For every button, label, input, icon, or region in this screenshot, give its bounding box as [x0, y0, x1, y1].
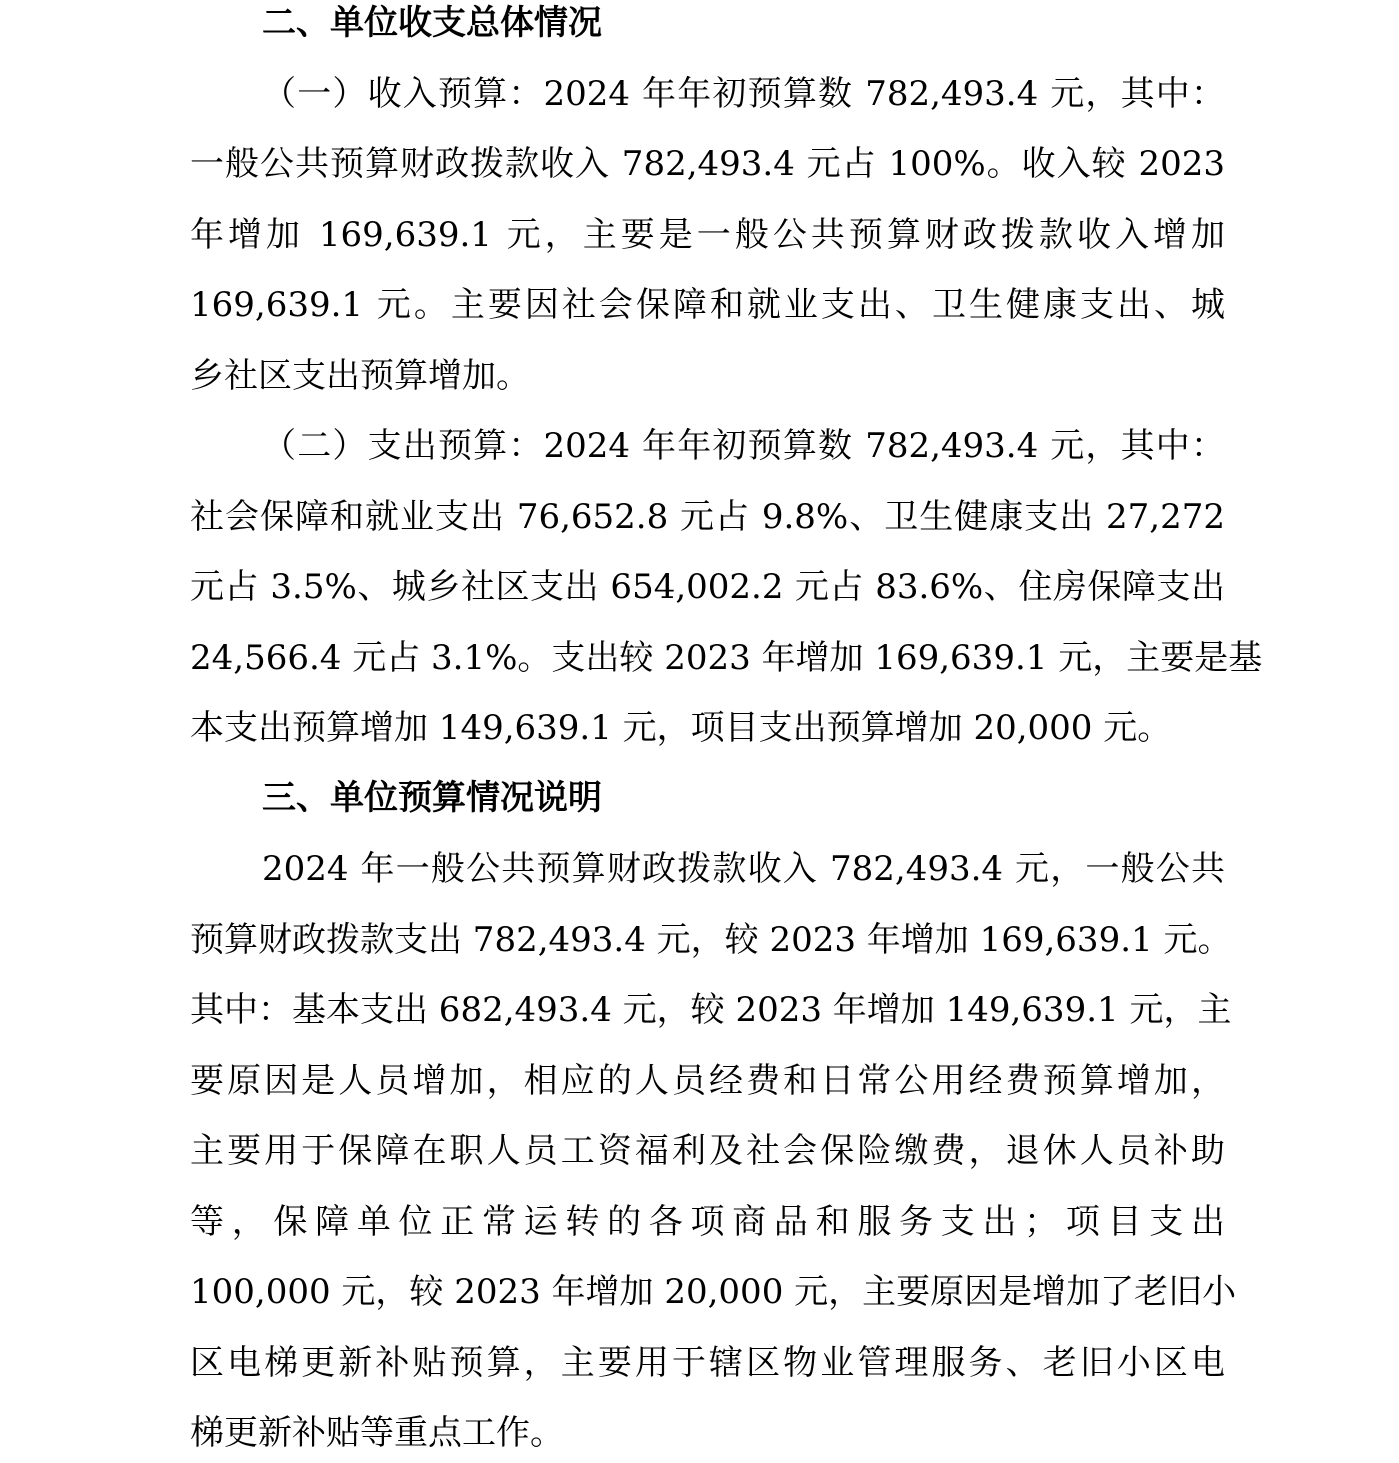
- section-heading-budget-description: 三、单位预算情况说明: [262, 778, 602, 818]
- budget-description-line-9: 梯更新补贴等重点工作。: [190, 1413, 564, 1453]
- income-budget-line-5: 乡社区支出预算增加。: [190, 356, 530, 396]
- section-heading-income-expense: 二、单位收支总体情况: [262, 3, 602, 43]
- income-budget-line-1: [262, 64, 1225, 124]
- budget-description-line-1: 2024 年一般公共预算财政拨款收入 782,493.4 元，一般公共: [262, 849, 1225, 889]
- income-budget-line-4: 169,639.1 元。主要因社会保障和就业支出、卫生健康支出、城: [190, 285, 1225, 325]
- expense-budget-line-3: 元占 3.5%、城乡社区支出 654,002.2 元占 83.6%、住房保障支出: [190, 567, 1225, 607]
- expense-budget-line-1: [262, 416, 1225, 476]
- income-budget-lead: （一）收入预算：: [262, 74, 544, 114]
- expense-budget-line-4: 24,566.4 元占 3.1%。支出较 2023 年增加 169,639.1 元，主要是基: [190, 638, 1263, 678]
- income-budget-line-2: 一般公共预算财政拨款收入 782,493.4 元占 100%。收入较 2023: [190, 144, 1225, 184]
- budget-description-line-4: 要原因是人员增加，相应的人员经费和日常公用经费预算增加，: [190, 1061, 1225, 1101]
- budget-description-line-6: 等，保障单位正常运转的各项商品和服务支出；项目支出: [190, 1202, 1225, 1242]
- budget-description-line-7: 100,000 元，较 2023 年增加 20,000 元，主要原因是增加了老旧小: [190, 1272, 1237, 1312]
- income-budget-line-3: 年增加 169,639.1 元，主要是一般公共预算财政拨款收入增加: [190, 215, 1225, 255]
- budget-description-line-3: 其中：基本支出 682,493.4 元，较 2023 年增加 149,639.1 元，主: [190, 990, 1232, 1030]
- expense-budget-line-2: 社会保障和就业支出 76,652.8 元占 9.8%、卫生健康支出 27,272: [190, 497, 1225, 537]
- income-budget-text-1: 2024 年年初预算数 782,493.4 元，其中：: [543, 74, 1225, 114]
- budget-description-line-2: 预算财政拨款支出 782,493.4 元，较 2023 年增加 169,639.1 元。: [190, 920, 1232, 960]
- expense-budget-text-1: 2024 年年初预算数 782,493.4 元，其中：: [543, 426, 1225, 466]
- budget-description-line-5: 主要用于保障在职人员工资福利及社会保险缴费，退休人员补助: [190, 1131, 1225, 1171]
- expense-budget-lead: （二）支出预算：: [262, 426, 544, 466]
- budget-description-line-8: 区电梯更新补贴预算，主要用于辖区物业管理服务、老旧小区电: [190, 1343, 1225, 1383]
- expense-budget-line-5: 本支出预算增加 149,639.1 元，项目支出预算增加 20,000 元。: [190, 708, 1172, 748]
